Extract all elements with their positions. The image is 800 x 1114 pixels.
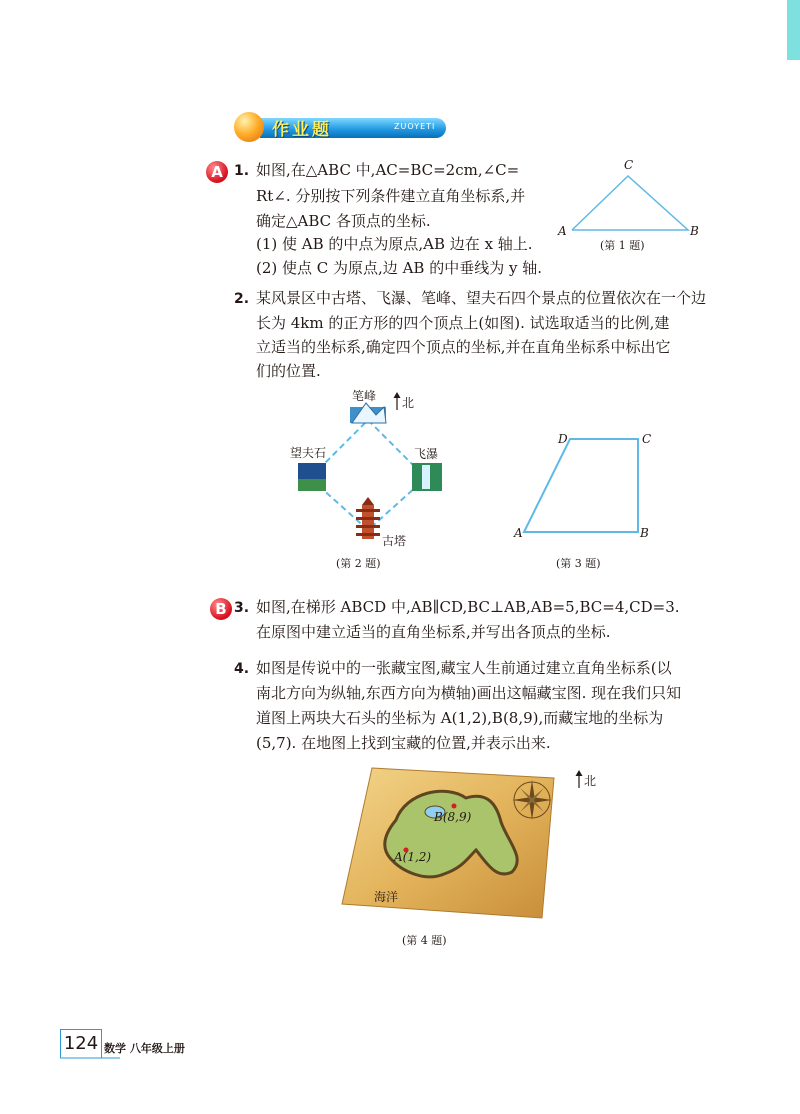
page-number: 124 (60, 1029, 102, 1058)
figure-2-scenic-square (290, 385, 460, 555)
fig2-pagoda-label: 古塔 (382, 534, 407, 548)
fig4-caption: (第 4 题) (402, 934, 447, 947)
problem-2-number: 2. (234, 291, 250, 307)
fig1-label-b: B (690, 224, 699, 238)
problem-1-line-3: 确定△ABC 各顶点的坐标. (256, 212, 431, 230)
banner-title: 作业题 (272, 120, 332, 140)
fig3-label-d: D (558, 432, 568, 446)
problem-1-line-2: Rt∠. 分别按下列条件建立直角坐标系,并 (256, 187, 526, 205)
fig3-label-a: A (514, 526, 523, 540)
figure-3-trapezoid (510, 430, 660, 540)
north-arrow-icon (392, 392, 402, 410)
fig1-caption: (第 1 题) (600, 239, 645, 252)
map-north-arrow-icon (574, 770, 584, 788)
section-banner (232, 112, 448, 144)
stone-b-marker (452, 804, 457, 809)
level-b-badge: B (210, 598, 232, 620)
problem-1-line-4: (1) 使 AB 的中点为原点,AB 边在 x 轴上. (256, 235, 533, 253)
figure-4-treasure-map (336, 762, 566, 922)
problem-4-line-1: 如图是传说中的一张藏宝图,藏宝人生前通过建立直角坐标系(以 (256, 659, 672, 677)
fig4-north-label: 北 (584, 774, 597, 788)
fig2-peak-label: 笔峰 (352, 389, 377, 403)
fig3-caption: (第 3 题) (556, 557, 601, 570)
footer-underline (60, 1056, 120, 1060)
fig4-point-b-label: B(8,9) (434, 810, 472, 824)
level-a-badge: A (206, 161, 228, 183)
problem-2-line-2: 长为 4km 的正方形的四个顶点上(如图). 试选取适当的比例,建 (256, 314, 670, 332)
problem-2-line-4: 们的位置. (256, 362, 321, 380)
problem-3-line-1: 如图,在梯形 ABCD 中,AB∥CD,BC⊥AB,AB=5,BC=4,CD=3. (256, 598, 680, 616)
problem-4-line-2: 南北方向为纵轴,东西方向为横轴)画出这幅藏宝图. 现在我们只知 (256, 684, 682, 702)
fig2-waterfall-label: 飞瀑 (414, 447, 439, 461)
fig4-sea-label: 海洋 (374, 890, 399, 904)
stone-scene-icon (298, 463, 326, 491)
fig1-label-c: C (624, 158, 634, 172)
fig2-stone-label: 望夫石 (290, 446, 327, 460)
problem-4-line-3: 道图上两块大石头的坐标为 A(1,2),B(8,9),而藏宝地的坐标为 (256, 709, 664, 727)
pagoda-icon (356, 497, 380, 539)
problem-2-line-1: 某风景区中古塔、飞瀑、笔峰、望夫石四个景点的位置依次在一个边 (256, 289, 707, 307)
problem-3-line-2: 在原图中建立适当的直角坐标系,并写出各顶点的坐标. (256, 623, 611, 641)
problem-1-line-5: (2) 使点 C 为原点,边 AB 的中垂线为 y 轴. (256, 259, 542, 277)
banner-orb-icon (234, 112, 264, 142)
page-edge-tab (787, 0, 800, 60)
waterfall-icon (412, 463, 442, 491)
fig1-label-a: A (558, 224, 567, 238)
problem-2-line-3: 立适当的坐标系,确定四个顶点的坐标,并在直角坐标系中标出它 (256, 338, 671, 356)
fig3-label-c: C (642, 432, 652, 446)
problem-4-line-4: (5,7). 在地图上找到宝藏的位置,并表示出来. (256, 734, 551, 752)
problem-1-line-1: 如图,在△ABC 中,AC=BC=2cm,∠C= (256, 161, 520, 179)
fig4-point-a-label: A(1,2) (394, 850, 432, 864)
problem-4-number: 4. (234, 661, 250, 677)
footer-book-title: 数学 八年级上册 (104, 1042, 185, 1055)
mountain-icon (350, 403, 386, 423)
fig3-label-b: B (640, 526, 649, 540)
banner-subtitle: ZUOYETI (394, 122, 436, 131)
fig2-north-label: 北 (402, 396, 415, 410)
fig2-caption: (第 2 题) (336, 557, 381, 570)
problem-3-number: 3. (234, 600, 250, 616)
problem-1-number: 1. (234, 163, 250, 179)
